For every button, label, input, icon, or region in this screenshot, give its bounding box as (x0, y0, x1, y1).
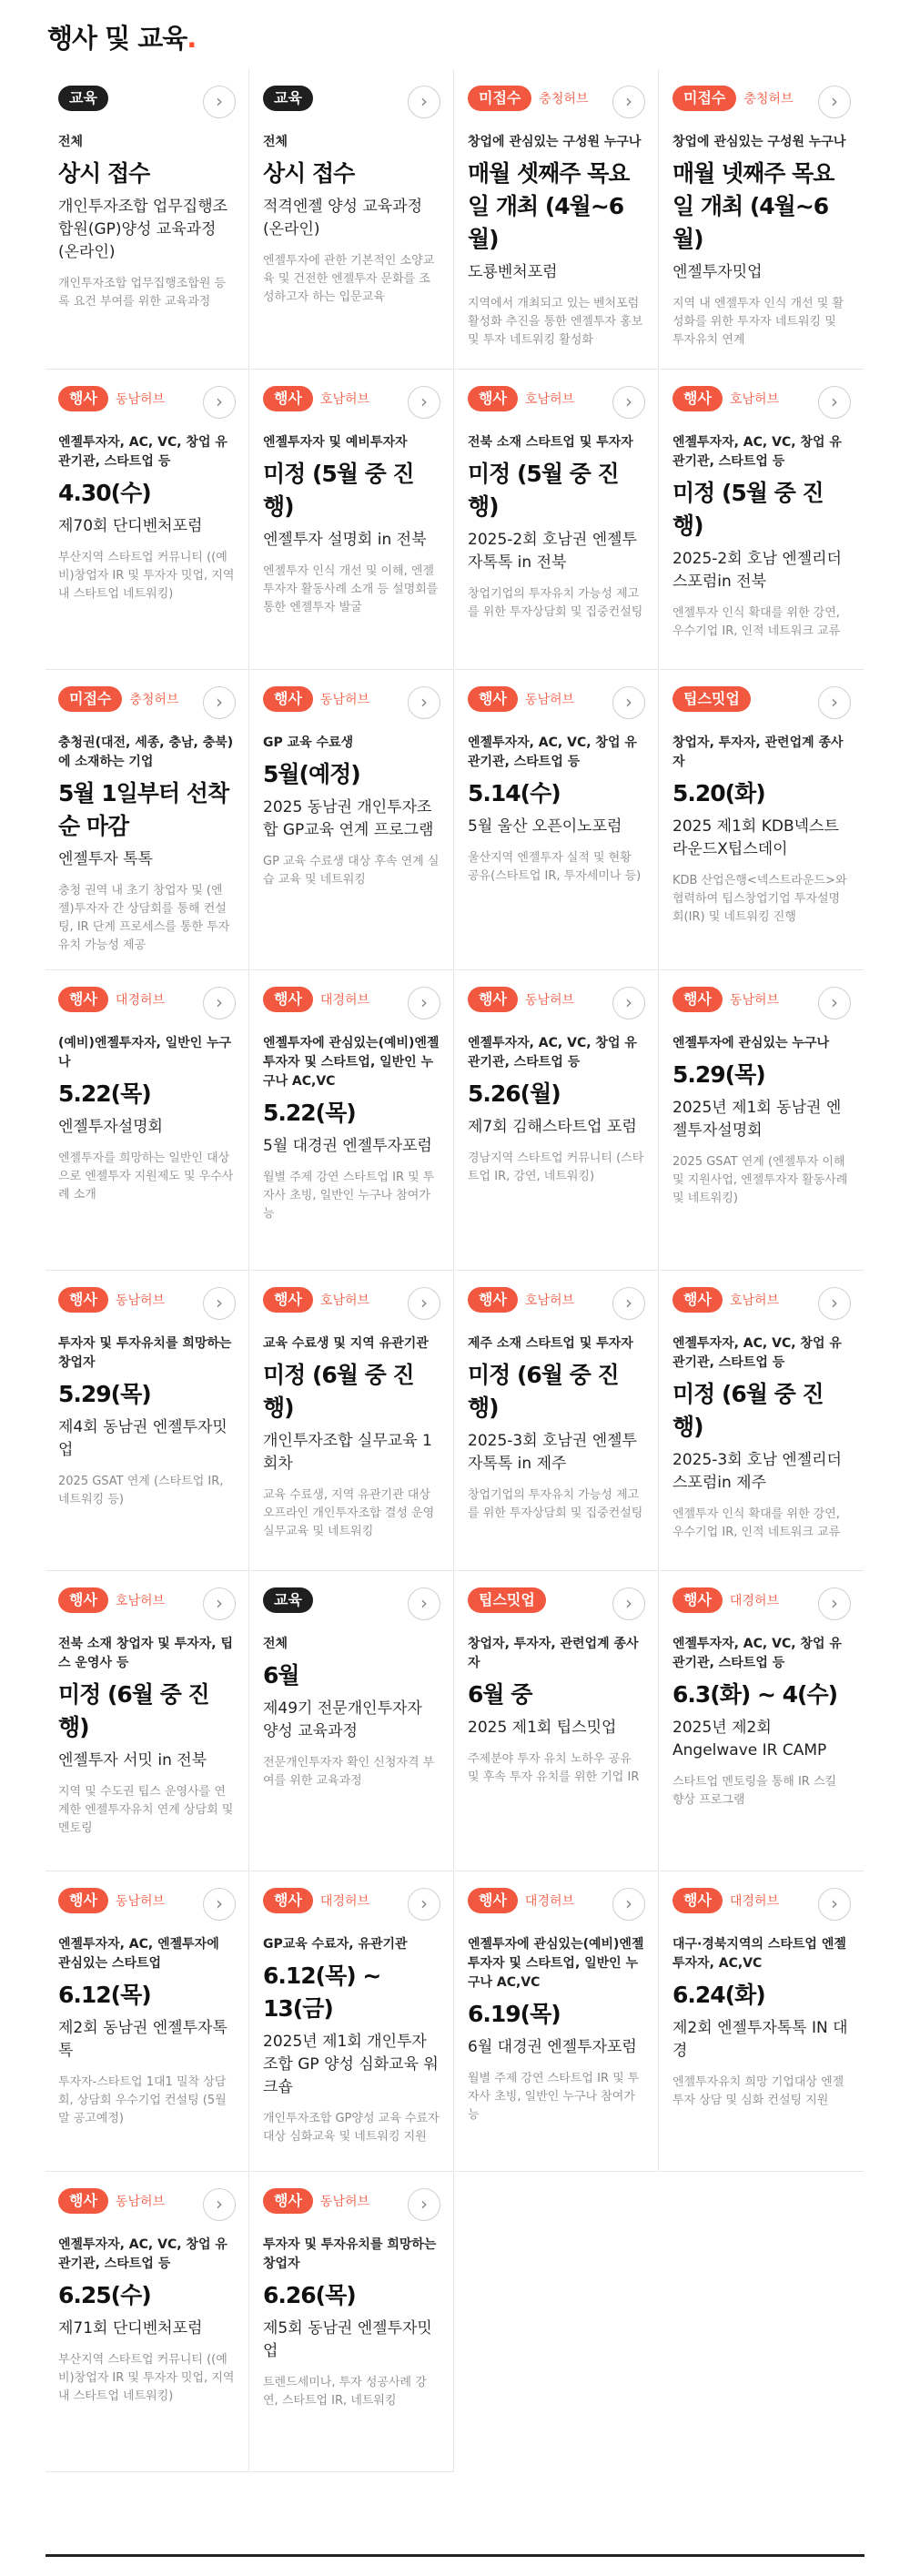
event-description: KDB 산업은행<넥스트라운드>와 협력하여 팁스창업기업 투자설명회(IR) 및 네트워킹 진행 (672, 874, 847, 924)
category-badge: 미접수 (468, 86, 531, 111)
event-name: 2025 제1회 팁스밋업 (468, 1719, 617, 1737)
event-date: 6.26(목) (263, 2282, 356, 2308)
event-description: 엔젤투자 인식 확대를 위한 강연, 우수기업 IR, 인적 네트워크 교류 (672, 1507, 841, 1539)
event-date: 5.26(월) (468, 1080, 561, 1107)
event-card[interactable] (455, 670, 659, 970)
category-badge: 행사 (672, 987, 723, 1012)
event-date: 5.14(수) (468, 780, 561, 806)
event-name: 제71회 단디벤처포럼 (58, 2319, 203, 2338)
category-badge: 행사 (58, 1287, 108, 1313)
hub-label: 충청허브 (743, 92, 794, 106)
target-audience: 엔젤투자에 관심있는(예비)엔젤투자자 및 스타트업, 일반인 누구나 AC,VC (468, 1937, 644, 1990)
event-name: 적격엔젤 양성 교육과정 (온라인) (263, 198, 423, 238)
event-date: 6.12(목) (58, 1982, 151, 2008)
category-badge: 팁스밋업 (672, 686, 751, 712)
category-badge: 교육 (58, 86, 108, 111)
section-title (47, 18, 196, 56)
event-name: 2025년 제1회 개인투자조합 GP 양성 심화교육 워크숍 (263, 2033, 439, 2096)
event-name: 5월 울산 오픈이노포럼 (468, 817, 622, 836)
section-title-text: 행사 및 교육 (47, 23, 187, 54)
target-audience: 전북 소재 스타트업 및 투자자 (468, 435, 633, 450)
event-card[interactable] (660, 370, 864, 670)
category-badge: 행사 (263, 1287, 313, 1313)
hub-label: 대경허브 (319, 993, 370, 1008)
event-description: 지역 내 엔젤투자 인식 개선 및 활성화를 위한 투자자 네트워킹 및 투자유치 연계 (672, 297, 844, 347)
hub-label: 대경허브 (729, 1594, 780, 1608)
event-description: 2025 GSAT 연계 (엔젤투자 이해 및 지원사업, 엔젤투자자 활동사례 및 네트워킹) (672, 1155, 848, 1205)
target-audience: 엔젤투자자, AC, VC, 창업 유관기관, 스타트업 등 (58, 435, 228, 469)
category-badge: 행사 (263, 2188, 313, 2214)
event-date: 5.22(목) (58, 1080, 151, 1107)
hub-label: 동남허브 (524, 993, 575, 1008)
event-card[interactable] (250, 670, 454, 970)
category-badge: 행사 (58, 386, 108, 411)
event-name: 6월 대경권 엔젤투자포럼 (468, 2038, 637, 2056)
event-card[interactable] (660, 1571, 864, 1871)
hub-label: 충청허브 (539, 92, 589, 106)
category-badge: 행사 (672, 1287, 723, 1313)
event-name: 개인투자조합 실무교육 1회차 (263, 1432, 432, 1473)
event-card[interactable] (455, 970, 659, 1271)
chevron-right-icon[interactable]: › (612, 1287, 645, 1320)
target-audience: 제주 소재 스타트업 및 투자자 (468, 1336, 633, 1351)
event-date: 6.25(수) (58, 2282, 151, 2308)
event-name: 5월 대경권 엔젤투자포럼 (263, 1137, 432, 1155)
event-date: 6월 (263, 1662, 299, 1689)
category-badge: 행사 (58, 1587, 108, 1613)
title-dot: . (187, 23, 197, 54)
target-audience: 투자자 및 투자유치를 희망하는 창업자 (263, 2237, 437, 2271)
event-date: 미정 (5월 중 진행) (468, 461, 619, 520)
event-card[interactable] (46, 1871, 249, 2172)
chevron-right-icon[interactable]: › (818, 1287, 851, 1320)
chevron-right-icon[interactable]: › (612, 686, 645, 719)
hub-label: 충청허브 (129, 693, 179, 707)
target-audience: GP 교육 수료생 (263, 735, 354, 750)
event-description: 엔젤투자유치 희망 기업대상 엔젤투자 상담 및 심화 컨설팅 지원 (672, 2075, 844, 2107)
hub-label: 호남허브 (729, 1293, 780, 1308)
event-name: 2025-2회 호남 엔젤리더스포럼in 전북 (672, 550, 842, 591)
hub-label: 동남허브 (319, 2195, 370, 2209)
event-card[interactable] (46, 2172, 249, 2472)
chevron-right-icon[interactable]: › (818, 386, 851, 419)
hub-label: 동남허브 (319, 693, 370, 707)
event-description: 전문개인투자자 확인 신청자격 부여를 위한 교육과정 (263, 1756, 435, 1788)
chevron-right-icon[interactable]: › (612, 1888, 645, 1921)
hub-label: 동남허브 (115, 1894, 166, 1909)
hub-label: 호남허브 (729, 392, 780, 407)
target-audience: 투자자 및 투자유치를 희망하는 창업자 (58, 1336, 232, 1370)
target-audience: 엔젤투자에 관심있는 누구나 (672, 1036, 830, 1050)
hub-label: 대경허브 (115, 993, 166, 1008)
chevron-right-icon[interactable]: › (612, 987, 645, 1019)
category-badge: 행사 (263, 987, 313, 1012)
event-date: 미정 (6월 중 진행) (672, 1381, 824, 1440)
target-audience: 엔젤투자자 및 예비투자자 (263, 435, 408, 450)
chevron-right-icon[interactable]: › (408, 1888, 440, 1921)
event-description: 교육 수료생, 지역 유관기관 대상 오프라인 개인투자조합 결성 운영 실무교육 및 네트워킹 (263, 1488, 435, 1538)
event-description: 주제분야 투자 유치 노하우 공유 및 후속 투자 유치를 위한 기업 IR (468, 1752, 640, 1784)
category-badge: 행사 (468, 1287, 518, 1313)
event-description: 투자자-스타트업 1대1 밀착 상담회, 상담회 우수기업 컨설팅 (5월말 공고예정) (58, 2075, 227, 2125)
event-name: 2025 제1회 KDB넥스트라운드X팁스데이 (672, 817, 839, 858)
chevron-right-icon[interactable]: › (408, 86, 440, 118)
event-card[interactable] (46, 1271, 249, 1571)
event-card[interactable] (455, 1571, 659, 1871)
event-date: 미정 (6월 중 진행) (58, 1681, 209, 1740)
event-description: 트렌드세미나, 투자 성공사례 강연, 스타트업 IR, 네트워킹 (263, 2376, 427, 2408)
event-date: 6.24(화) (672, 1982, 765, 2008)
chevron-right-icon[interactable]: › (203, 1287, 236, 1320)
target-audience: 전체 (263, 135, 288, 149)
target-audience: (예비)엔젤투자자, 일반인 누구나 (58, 1036, 232, 1070)
chevron-right-icon[interactable]: › (818, 86, 851, 118)
chevron-right-icon[interactable]: › (612, 386, 645, 419)
chevron-right-icon[interactable]: › (818, 1888, 851, 1921)
event-date: 상시 접수 (58, 160, 150, 187)
event-name: 도룡벤처포럼 (468, 263, 558, 281)
hub-label: 호남허브 (319, 392, 370, 407)
event-name: 제2회 동남권 엔젤투자톡톡 (58, 2019, 228, 2060)
event-date: 미정 (6월 중 진행) (263, 1362, 414, 1421)
category-badge: 교육 (263, 86, 313, 111)
target-audience: 창업자, 투자자, 관련업계 종사자 (468, 1637, 639, 1670)
category-badge: 팁스밋업 (468, 1587, 546, 1613)
category-badge: 행사 (468, 686, 518, 712)
hub-label: 대경허브 (524, 1894, 575, 1909)
target-audience: 엔젤투자자, AC, VC, 창업 유관기관, 스타트업 등 (468, 1036, 637, 1070)
chevron-right-icon[interactable]: › (408, 1287, 440, 1320)
target-audience: 대구·경북지역의 스타트업 엔젤투자자, AC,VC (672, 1937, 846, 1971)
category-badge: 행사 (58, 987, 108, 1012)
event-card[interactable] (660, 69, 864, 370)
event-name: 제2회 엔젤투자톡톡 IN 대경 (672, 2019, 848, 2060)
event-name: 2025-2회 호남권 엔젤투자톡톡 in 전북 (468, 531, 637, 572)
event-name: 엔젤투자설명회 (58, 1118, 163, 1136)
chevron-right-icon[interactable]: › (408, 1587, 440, 1620)
hub-label: 호남허브 (115, 1594, 166, 1608)
event-card[interactable] (660, 1271, 864, 1571)
event-description: 스타트업 멘토링을 통해 IR 스킬 향상 프로그램 (672, 1775, 837, 1807)
event-name: 2025년 제1회 동남권 엔젤투자설명회 (672, 1099, 842, 1140)
event-card[interactable] (46, 370, 249, 670)
event-name: 2025-3회 호남 엔젤리더스포럼in 제주 (672, 1451, 842, 1492)
hub-label: 동남허브 (115, 392, 166, 407)
target-audience: 엔젤투자자, AC, VC, 창업 유관기관, 스타트업 등 (58, 2237, 228, 2271)
chevron-right-icon[interactable]: › (408, 987, 440, 1019)
event-card[interactable] (250, 1571, 454, 1871)
event-card[interactable] (250, 1271, 454, 1571)
event-date: 5.29(목) (672, 1061, 765, 1088)
event-card[interactable] (660, 1871, 864, 2172)
target-audience: 엔젤투자자, AC, VC, 창업 유관기관, 스타트업 등 (672, 1637, 842, 1670)
event-description: 경남지역 스타트업 커뮤니티 (스타트업 IR, 강연, 네트워킹) (468, 1151, 644, 1183)
event-description: 2025 GSAT 연계 (스타트업 IR, 네트워킹 등) (58, 1475, 224, 1506)
category-badge: 행사 (468, 386, 518, 411)
target-audience: 엔젤투자자, AC, VC, 창업 유관기관, 스타트업 등 (468, 735, 637, 769)
event-description: 월별 주제 강연 스타트업 IR 및 투자사 초빙, 일반인 누구나 참여가능 (468, 2072, 640, 2122)
chevron-right-icon[interactable]: › (408, 2188, 440, 2221)
event-description: 창업기업의 투자유치 가능성 제고를 위한 투자상담회 및 집중컨설팅 (468, 587, 643, 619)
chevron-right-icon[interactable]: › (818, 1587, 851, 1620)
event-name: 제4회 동남권 엔젤투자밋업 (58, 1418, 228, 1459)
chevron-right-icon[interactable]: › (612, 1587, 645, 1620)
category-badge: 행사 (672, 1587, 723, 1613)
event-name: 제70회 단디벤처포럼 (58, 517, 203, 535)
target-audience: GP교육 수료자, 유관기관 (263, 1937, 408, 1952)
chevron-right-icon[interactable]: › (203, 987, 236, 1019)
event-name: 제5회 동남권 엔젤투자밋업 (263, 2319, 432, 2360)
event-card[interactable] (455, 1271, 659, 1571)
target-audience: 교육 수료생 및 지역 유관기관 (263, 1336, 429, 1351)
chevron-right-icon[interactable]: › (818, 987, 851, 1019)
event-description: 월별 주제 강연 스타트업 IR 및 투자사 초빙, 일반인 누구나 참여가능 (263, 1171, 435, 1221)
event-card[interactable] (660, 670, 864, 970)
event-date: 6.12(목) ~ 13(금) (263, 1962, 381, 2022)
event-description: 부산지역 스타트업 커뮤니티 ((예비)창업자 IR 및 투자자 밋업, 지역 내 스타트업 네트워킹) (58, 551, 235, 601)
category-badge: 행사 (672, 1888, 723, 1913)
hub-label: 호남허브 (319, 1293, 370, 1308)
event-card[interactable] (250, 370, 454, 670)
event-card[interactable] (250, 69, 454, 370)
chevron-right-icon[interactable]: › (408, 386, 440, 419)
event-card[interactable] (250, 1871, 454, 2172)
chevron-right-icon[interactable]: › (203, 686, 236, 719)
event-date: 6.3(화) ~ 4(수) (672, 1681, 838, 1708)
event-card[interactable] (46, 69, 249, 370)
chevron-right-icon[interactable]: › (203, 386, 236, 419)
event-date: 매월 셋째주 목요일 개최 (4월~6월) (468, 160, 630, 252)
category-badge: 행사 (263, 686, 313, 712)
event-date: 5.29(목) (58, 1381, 151, 1407)
event-description: 지역 및 수도권 팁스 운영사를 연계한 엔젤투자유치 연계 상담회 및 멘토링 (58, 1785, 234, 1835)
hub-label: 동남허브 (524, 693, 575, 707)
event-name: 엔젤투자 서밋 in 전북 (58, 1751, 207, 1770)
event-date: 5.20(화) (672, 780, 765, 806)
chevron-right-icon[interactable]: › (408, 686, 440, 719)
target-audience: 엔젤투자자, AC, VC, 창업 유관기관, 스타트업 등 (672, 1336, 842, 1370)
category-badge: 교육 (263, 1587, 313, 1613)
category-badge: 행사 (58, 1888, 108, 1913)
event-name: 제7회 김해스타트업 포럼 (468, 1118, 637, 1136)
hub-label: 동남허브 (729, 993, 780, 1008)
category-badge: 미접수 (58, 686, 122, 712)
event-card[interactable] (250, 2172, 454, 2472)
target-audience: 창업자, 투자자, 관련업계 종사자 (672, 735, 844, 769)
target-audience: 엔젤투자에 관심있는(예비)엔젤투자자 및 스타트업, 일반인 누구나 AC,VC (263, 1036, 440, 1089)
event-card[interactable] (46, 670, 249, 970)
category-badge: 행사 (468, 987, 518, 1012)
chevron-right-icon[interactable]: › (203, 1888, 236, 1921)
event-card[interactable] (455, 370, 659, 670)
event-card[interactable] (250, 970, 454, 1271)
category-badge: 행사 (468, 1888, 518, 1913)
event-date: 매월 넷째주 목요일 개최 (4월~6월) (672, 160, 834, 252)
hub-label: 동남허브 (115, 2195, 166, 2209)
event-description: 개인투자조합 GP양성 교육 수료자 대상 심화교육 및 네트워킹 지원 (263, 2112, 440, 2144)
event-date: 5월 1일부터 선착순 마감 (58, 780, 229, 839)
event-description: 울산지역 엔젤투자 실적 및 현황 공유(스타트업 IR, 투자세미나 등) (468, 851, 642, 883)
event-name: 엔젤투자 톡톡 (58, 850, 153, 868)
hub-label: 대경허브 (319, 1894, 370, 1909)
event-description: 충청 권역 내 초기 창업자 및 (엔젤)투자자 간 상담회를 통해 컨설팅, IR 단계 프로세스를 통한 투자 유치 가능성 제공 (58, 884, 230, 952)
event-date: 5.22(목) (263, 1100, 356, 1126)
event-date: 6.19(목) (468, 2001, 561, 2027)
event-card[interactable] (46, 970, 249, 1271)
hub-label: 호남허브 (524, 392, 575, 407)
chevron-right-icon[interactable]: › (203, 1587, 236, 1620)
event-date: 미정 (5월 중 진행) (263, 461, 414, 520)
event-name: 엔젤투자 설명회 in 전북 (263, 531, 427, 549)
target-audience: 전북 소재 창업자 및 투자자, 팁스 운영사 등 (58, 1637, 233, 1670)
event-description: 엔젤투자 인식 확대를 위한 강연, 우수기업 IR, 인적 네트워크 교류 (672, 606, 841, 638)
target-audience: 창업에 관심있는 구성원 누구나 (672, 135, 846, 149)
event-card[interactable] (455, 1871, 659, 2172)
target-audience: 엔젤투자자, AC, VC, 창업 유관기관, 스타트업 등 (672, 435, 842, 469)
event-description: 부산지역 스타트업 커뮤니티 ((예비)창업자 IR 및 투자자 밋업, 지역 내 스타트업 네트워킹) (58, 2353, 235, 2403)
category-badge: 미접수 (672, 86, 736, 111)
event-date: 6월 중 (468, 1681, 532, 1708)
event-card[interactable] (46, 1571, 249, 1871)
chevron-right-icon[interactable]: › (203, 2188, 236, 2221)
target-audience: 창업에 관심있는 구성원 누구나 (468, 135, 642, 149)
event-name: 개인투자조합 업무집행조합원(GP)양성 교육과정 (온라인) (58, 198, 228, 261)
category-badge: 행사 (263, 386, 313, 411)
hub-label: 동남허브 (115, 1293, 166, 1308)
event-description: 엔젤투자를 희망하는 일반인 대상으로 엔젤투자 지원제도 및 우수사례 소개 (58, 1151, 234, 1202)
event-date: 4.30(수) (58, 480, 151, 506)
hub-label: 호남허브 (524, 1293, 575, 1308)
event-date: 미정 (6월 중 진행) (468, 1362, 619, 1421)
event-card[interactable] (660, 970, 864, 1271)
category-badge: 행사 (672, 386, 723, 411)
chevron-right-icon[interactable]: › (612, 86, 645, 118)
event-description: 지역에서 개최되고 있는 벤처포럼 활성화 추진을 통한 엔젤투자 홍보 및 투자 네트워킹 활성화 (468, 297, 643, 347)
event-date: 5월(예정) (263, 761, 360, 787)
event-name: 엔젤투자밋업 (672, 263, 763, 281)
target-audience: 충청권(대전, 세종, 충남, 충북)에 소재하는 기업 (58, 735, 234, 769)
category-badge: 행사 (58, 2188, 108, 2214)
event-description: GP 교육 수료생 대상 후속 연계 실습 교육 및 네트워킹 (263, 855, 440, 887)
chevron-right-icon[interactable]: › (818, 686, 851, 719)
chevron-right-icon[interactable]: › (203, 86, 236, 118)
event-description: 엔젤투자 인식 개선 및 이해, 엔젤투자자 활동사례 소개 등 설명회를 통한 엔젤투자 발굴 (263, 564, 439, 614)
category-badge: 행사 (263, 1888, 313, 1913)
event-name: 제49기 전문개인투자자 양성 교육과정 (263, 1699, 422, 1740)
event-description: 개인투자조합 업무집행조합원 등록 요건 부여를 위한 교육과정 (58, 277, 227, 309)
target-audience: 전체 (263, 1637, 288, 1651)
event-name: 2025년 제2회 Angelwave IR CAMP (672, 1719, 827, 1760)
event-description: 창업기업의 투자유치 가능성 제고를 위한 투자상담회 및 집중컨설팅 (468, 1488, 643, 1520)
event-card[interactable] (455, 69, 659, 370)
target-audience: 전체 (58, 135, 84, 149)
hub-label: 대경허브 (729, 1894, 780, 1909)
event-name: 2025-3회 호남권 엔젤투자톡톡 in 제주 (468, 1432, 637, 1473)
event-name: 2025 동남권 개인투자조합 GP교육 연계 프로그램 (263, 798, 434, 839)
target-audience: 엔젤투자자, AC, 엔젤투자에 관심있는 스타트업 (58, 1937, 219, 1971)
event-description: 엔젤투자에 관한 기본적인 소양교육 및 건전한 엔젤투자 문화를 조성하고자 하는 입문교육 (263, 254, 435, 304)
section-bottom-divider (46, 2554, 864, 2557)
event-date: 미정 (5월 중 진행) (672, 480, 824, 539)
event-date: 상시 접수 (263, 160, 355, 187)
